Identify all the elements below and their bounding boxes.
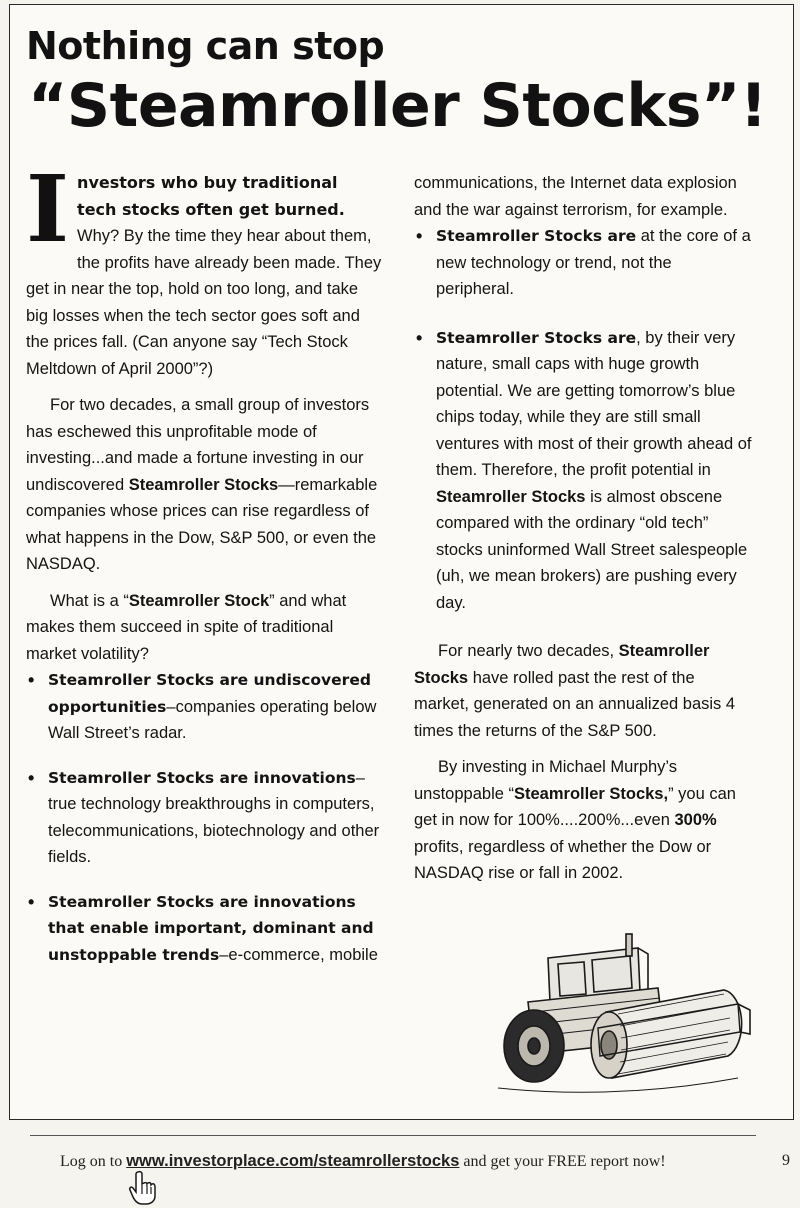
bullet-dot: • xyxy=(28,767,35,788)
footer-suffix: and get your FREE report now! xyxy=(459,1153,666,1170)
continued-paragraph: communications, the Internet data explosion and the war against terrorism, for example. xyxy=(414,174,737,219)
p2-text-b: —remarkable companies whose prices can rise regardless of what happens in the Dow, S&P 500, or even the NASDAQ. xyxy=(26,475,378,573)
bullet-bold: Steamroller Stocks are xyxy=(436,328,637,347)
lead-text: Why? By the time they hear about them, the profits have already been made. They get in near the top, hold on too long, and take big losses when the tech sector goes soft and the prices fall. (Can anyone say “Tech Stock Meltdown of April 2000”?) xyxy=(26,227,382,378)
p2-text-a: For two decades, a small group of investors has eschewed this unprofitable mode of investing...and made a fortune investing in our undiscovered xyxy=(26,396,370,494)
paragraph-2 xyxy=(26,392,382,578)
paragraph-3 xyxy=(26,588,382,668)
bullet-dot: • xyxy=(28,670,35,690)
page-number: 9 xyxy=(782,1152,790,1169)
drop-cap: I xyxy=(26,155,70,263)
bullet-dot: • xyxy=(416,327,423,348)
bullet-bold: Steamroller Stocks are xyxy=(436,227,637,245)
footer-prefix: Log on to xyxy=(60,1153,127,1170)
headline xyxy=(26,22,767,142)
lead-heading: nvestors who buy traditional tech stocks often get burned. xyxy=(77,173,345,219)
p3-text-b: ” and what makes them succeed in spite of traditional market volatility? xyxy=(26,591,347,663)
bullet-text: –companies operating below Wall Street’s radar. xyxy=(48,697,377,742)
list-item xyxy=(414,223,754,303)
p4-bold: Steamroller Stocks xyxy=(414,642,710,687)
left-column xyxy=(26,155,382,968)
p5-text-b: ” you can get in now for 100%....200%...even xyxy=(414,784,736,829)
bullet-text: at the core of a new technology or trend, not the peripheral. xyxy=(436,227,751,298)
p5-text-c: profits, regardless of whether the Dow or NASDAQ rise or fall in 2002. xyxy=(414,837,712,882)
lead-paragraph xyxy=(26,155,382,382)
right-column xyxy=(414,170,754,887)
bullet-dot: • xyxy=(416,226,423,246)
bullet-text-b: is almost obscene compared with the ordinary “old tech” stocks uninformed Wall Street salespeople (uh, we mean brokers) are pushing every day. xyxy=(436,487,748,612)
p3-bold: Steamroller Stock xyxy=(128,591,270,610)
footer-url-link[interactable]: www.investorplace.com/steamrollerstocks xyxy=(126,1152,460,1170)
bullet-bold: Steamroller Stocks are undiscovered opportunities xyxy=(48,671,371,716)
left-bullet-list xyxy=(26,667,382,968)
list-item xyxy=(26,765,382,871)
paragraph-5 xyxy=(414,754,754,887)
bullet-bold-2: Steamroller Stocks xyxy=(436,487,586,506)
steamroller-illustration xyxy=(488,928,756,1098)
bullet-bold: Steamroller Stocks are innovations xyxy=(48,768,356,787)
right-bullet-list xyxy=(414,223,754,616)
p5-bold: Steamroller Stocks, xyxy=(514,784,669,803)
bullet-text-a: , by their very nature, small caps with huge growth potential. We are getting tomorrow’s blue chips today, while they are still small ventures with most of their growth ahead of them. Therefore, the profit potential in xyxy=(436,328,752,479)
p5-text-a: By investing in Michael Murphy’s unstoppable “ xyxy=(414,758,678,803)
p3-text-a: What is a “ xyxy=(50,591,129,610)
p5-bold-2: 300% xyxy=(674,811,717,829)
p4-text-b: have rolled past the rest of the market, generated on an annualized basis 4 times the returns of the S&P 500. xyxy=(414,668,736,740)
hand-pointer-icon xyxy=(128,1170,158,1206)
footer-line xyxy=(60,1152,760,1171)
footer-rule xyxy=(30,1135,756,1136)
headline-line-1: Nothing can stop xyxy=(26,24,385,68)
paragraph-4 xyxy=(414,638,754,744)
bullet-text: –e-commerce, mobile xyxy=(219,945,378,964)
bullet-bold: Steamroller Stocks are innovations that enable important, dominant and unstoppable trends xyxy=(48,892,374,964)
bullet-dot: • xyxy=(28,891,35,912)
list-item xyxy=(414,325,754,617)
bullet-text: –true technology breakthroughs in computers, telecommunications, biotechnology and other fields. xyxy=(48,768,380,866)
headline-line-2: “Steamroller Stocks”! xyxy=(28,71,767,141)
p4-text-a: For nearly two decades, xyxy=(438,642,619,660)
list-item xyxy=(26,667,382,747)
list-item xyxy=(26,889,382,969)
p2-bold: Steamroller Stocks xyxy=(128,475,279,494)
